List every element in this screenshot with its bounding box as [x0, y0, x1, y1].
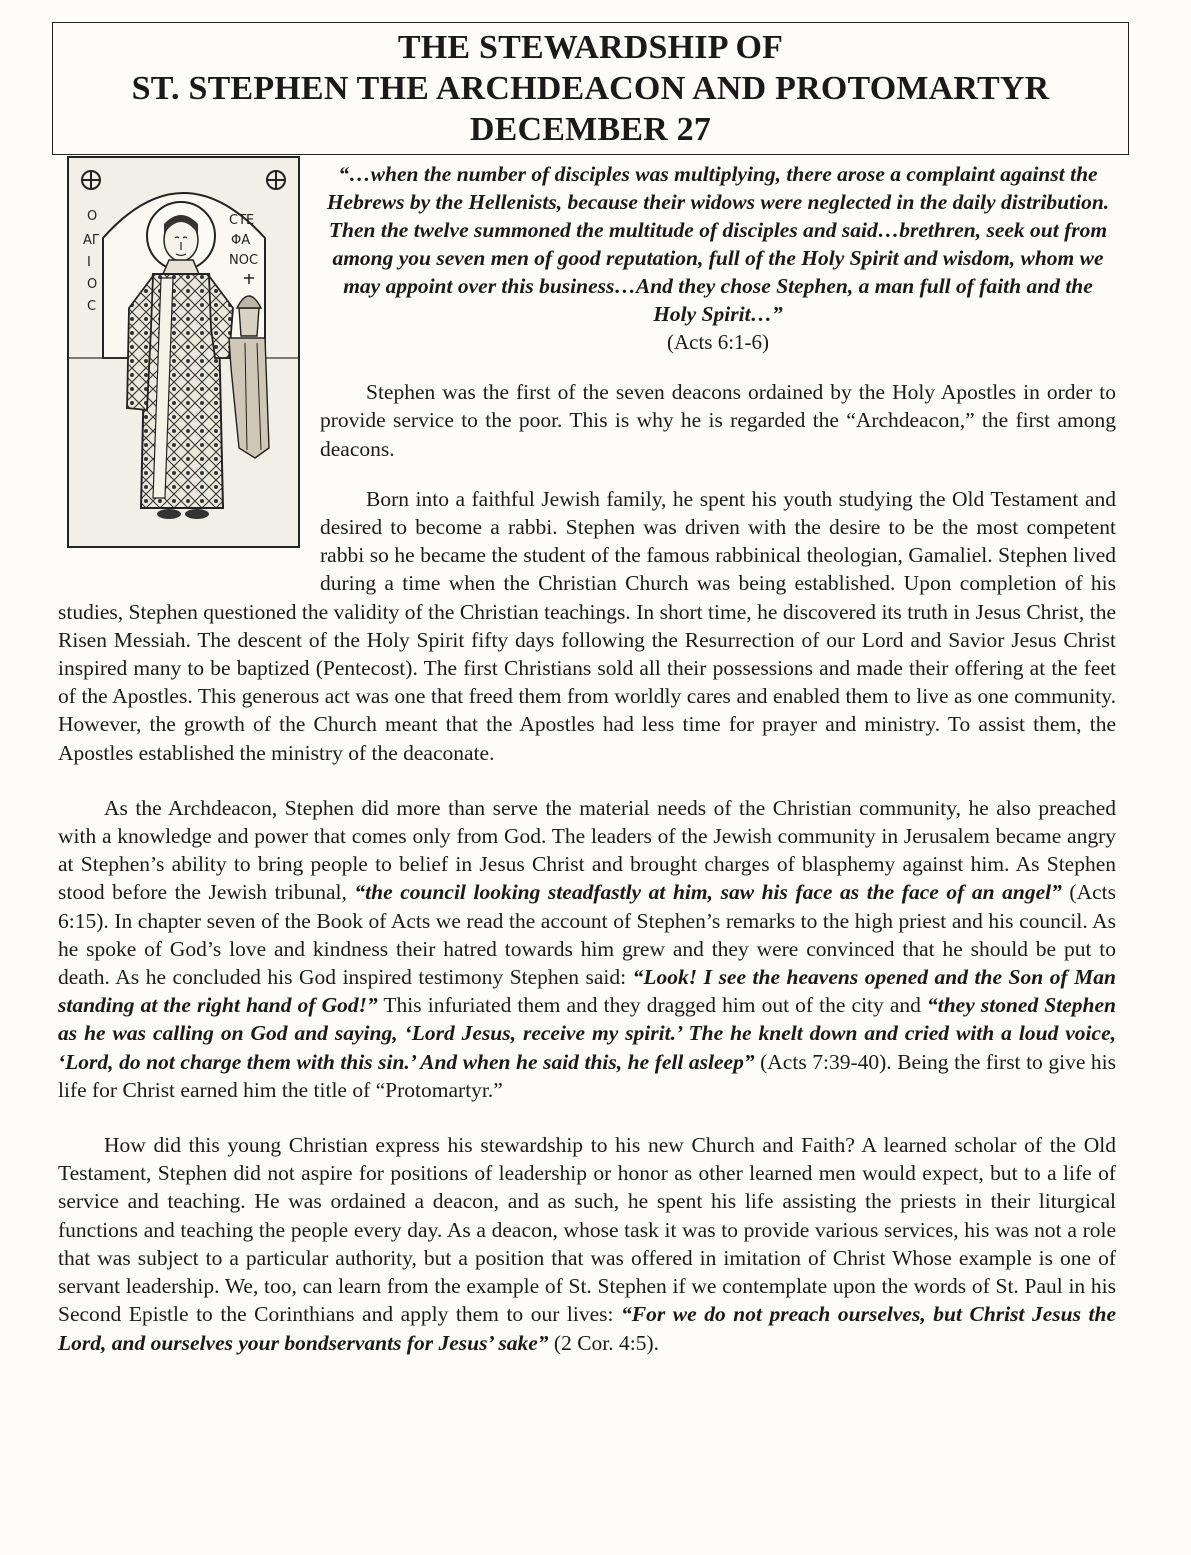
paragraph-3-text-c: This infuriated them and they dragged him out of the city and [377, 993, 927, 1018]
inscription-right-1: CΤΕ [229, 213, 255, 228]
paragraph-4-text-b: (2 Cor. 4:5). [548, 1330, 660, 1355]
paragraph-3-text-a: As the Archdeacon, Stephen did more than serve the material needs of the Christian community, he also preached with a knowledge and power that comes only from God. The leaders of the Jewish community in Jerusalem became angry at Stephen’s ability to bring people to belief in Jesus Christ and brought charges of blasphemy against him. As Stephen stood before the Jewish tribunal, [58, 795, 1116, 905]
paragraph-1: Stephen was the first of the seven deacons ordained by the Holy Apostles in order to provide service to the poor. This is why he is regarded the “Archdeacon,” the first among deacons. [320, 380, 1116, 461]
spacer [58, 767, 1116, 794]
inscription-left-3: Ι [87, 255, 91, 270]
title-box [52, 22, 1129, 155]
paragraph-4-quote-1: “For we do not preach ourselves, but Christ Jesus the Lord, and ourselves your bondservants for Jesus’ sake” [58, 1302, 1116, 1355]
paragraph-3-text-d: (Acts 7:39-40). Being the first to give his life for Christ earned him the title of “Protomartyr.” [58, 1049, 1116, 1102]
paragraph-3-quote-1: “the council looking steadfastly at him, saw his face as the face of an angel” [354, 880, 1062, 905]
quote-text: “…when the number of disciples was multiplying, there arose a complaint against the Hebrews by the Hellenists, because their widows were neglected in the daily distribution. Then the twelve summoned the multitude of disciples and said…brethren, seek out from among you seven men of good reputation, full of the Holy Spirit and wisdom, whom we may appoint over this business…And they chose Stephen, a man full of faith and the Holy Spirit…” [326, 162, 1110, 326]
inscription-left-4: Ο [87, 277, 98, 292]
title-line-1: THE STEWARDSHIP OF [397, 29, 784, 66]
inscription-left-1: Ο [87, 209, 98, 224]
inscription-right-3: ΝΟC [229, 253, 259, 268]
article-body [58, 156, 1116, 1357]
spacer [58, 1104, 1116, 1131]
quote-reference: (Acts 6:1-6) [666, 330, 770, 354]
title-line-2: ST. STEPHEN THE ARCHDEACON AND PROTOMARTYR [131, 70, 1050, 107]
paragraph-2: Born into a faithful Jewish family, he spent his youth studying the Old Testament and desired to become a rabbi. Stephen was driven with the desire to be the most competent rabbi so he became the student of the famous rabbinical theologian, Gamaliel. Stephen lived during a time when the Christian Church was being established. Upon completion of his studies, Stephen questioned the validity of the Christian teachings. In short time, he discovered its truth in Jesus Christ, the Risen Messiah. The descent of the Holy Spirit fifty days following the Resurrection of our Lord and Savior Jesus Christ inspired many to be baptized (Pentecost). The first Christians sold all their possessions and made their offering at the feet of the Apostles. This generous act was one that freed them from worldly cares and enabled them to live as one community. However, the growth of the Church meant that the Apostles had less time for prayer and ministry. To assist them, the Apostles established the ministry of the deaconate. [58, 486, 1116, 765]
paragraph-3 [58, 794, 1116, 1104]
paragraph-3-quote-3: “they stoned Stephen as he was calling on God and saying, ‘Lord Jesus, receive my spirit.’ The he knelt down and cried with a loud voice, ‘Lord, do not charge them with this sin.’ And when he said this, he fell asleep” [58, 993, 1116, 1074]
paragraph-3-quote-2: “Look! I see the heavens opened and the Son of Man standing at the right hand of God!” [58, 965, 1116, 1018]
inscription-right-2: ΦΑ [231, 233, 251, 248]
inscription-left-2: ΑΓ [83, 233, 100, 248]
inscription-left-5: C [87, 299, 97, 314]
paragraph-4 [58, 1131, 1116, 1357]
paragraph-4-text-a: How did this young Christian express his stewardship to his new Church and Faith? A learned scholar of the Old Testament, Stephen did not aspire for positions of leadership or honor as other learned men would expect, but to a life of service and teaching. He was ordained a deacon, and as such, he spent his life assisting the priests in their liturgical functions and teaching the people every day. As a deacon, whose task it was to provide various services, his was not a role that was subject to a particular authority, but a position that was offered in imitation of Christ Whose example is one of servant leadership. We, too, can learn from the example of St. Stephen if we contemplate upon the words of St. Paul in his Second Epistle to the Corinthians and apply them to our lives: [58, 1133, 1116, 1327]
paragraph-3-text-b: (Acts 6:15). In chapter seven of the Book of Acts we read the account of Stephen’s remarks to the high priest and his council. As he spoke of God’s love and kindness their hatred towards him grew and they were convinced that he should be put to death. As he concluded his God inspired testimony Stephen said: [58, 880, 1116, 990]
icon-float-spacer [58, 156, 320, 574]
title-line-3: DECEMBER 27 [469, 111, 712, 148]
